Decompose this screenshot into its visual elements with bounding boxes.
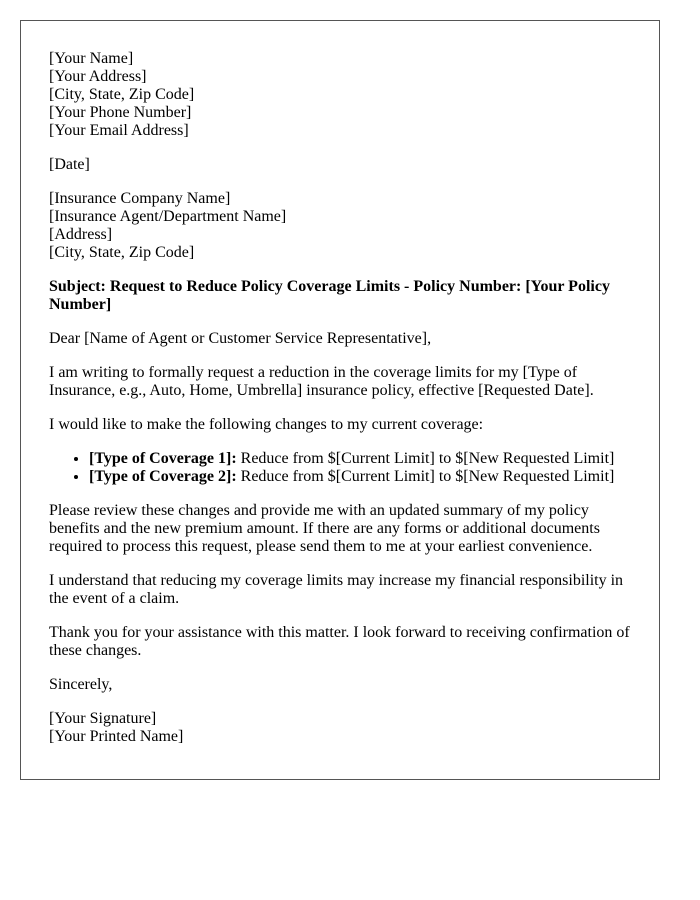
closing: Sincerely,: [49, 676, 113, 693]
coverage-label: [Type of Coverage 1]:: [89, 450, 237, 467]
body-paragraph-3: Please review these changes and provide me with an updated summary of my policy benefits and the new premium amount. If there are any forms or additional documents required to process this request, please send them to me at your earliest convenience.: [49, 502, 600, 555]
letter-document: [20, 20, 660, 780]
signature-block: [49, 710, 631, 746]
sender-name: [Your Name]: [49, 50, 134, 67]
coverage-label: [Type of Coverage 2]:: [89, 468, 237, 485]
list-item: [89, 450, 631, 468]
body-paragraph-5: Thank you for your assistance with this matter. I look forward to receiving confirmation of these changes.: [49, 624, 630, 659]
recipient-city-state-zip: [City, State, Zip Code]: [49, 244, 195, 261]
recipient-block: [49, 190, 631, 262]
date-block: [49, 156, 631, 174]
sender-city-state-zip: [City, State, Zip Code]: [49, 86, 195, 103]
letter-date: [Date]: [49, 156, 90, 173]
coverage-change-text: Reduce from $[Current Limit] to $[New Requested Limit]: [236, 468, 615, 485]
signature: [Your Signature]: [49, 710, 157, 727]
sender-phone: [Your Phone Number]: [49, 104, 192, 121]
recipient-agent: [Insurance Agent/Department Name]: [49, 208, 287, 225]
recipient-address: [Address]: [49, 226, 113, 243]
coverage-changes-list: [49, 450, 631, 486]
sender-block: [49, 50, 631, 140]
list-item: [89, 468, 631, 486]
recipient-company: [Insurance Company Name]: [49, 190, 231, 207]
printed-name: [Your Printed Name]: [49, 728, 184, 745]
body-paragraph-4: I understand that reducing my coverage limits may increase my financial responsibility in the event of a claim.: [49, 572, 624, 607]
salutation: Dear [Name of Agent or Customer Service Representative],: [49, 330, 432, 347]
body-paragraph-2: I would like to make the following changes to my current coverage:: [49, 416, 484, 433]
subject-line: Subject: Request to Reduce Policy Coverage Limits - Policy Number: [Your Policy Number]: [49, 278, 610, 313]
sender-address: [Your Address]: [49, 68, 147, 85]
body-paragraph-1: I am writing to formally request a reduction in the coverage limits for my [Type of Insurance, e.g., Auto, Home, Umbrella] insurance policy, effective [Requested Date].: [49, 364, 594, 399]
sender-email: [Your Email Address]: [49, 122, 189, 139]
coverage-change-text: Reduce from $[Current Limit] to $[New Requested Limit]: [236, 450, 615, 467]
